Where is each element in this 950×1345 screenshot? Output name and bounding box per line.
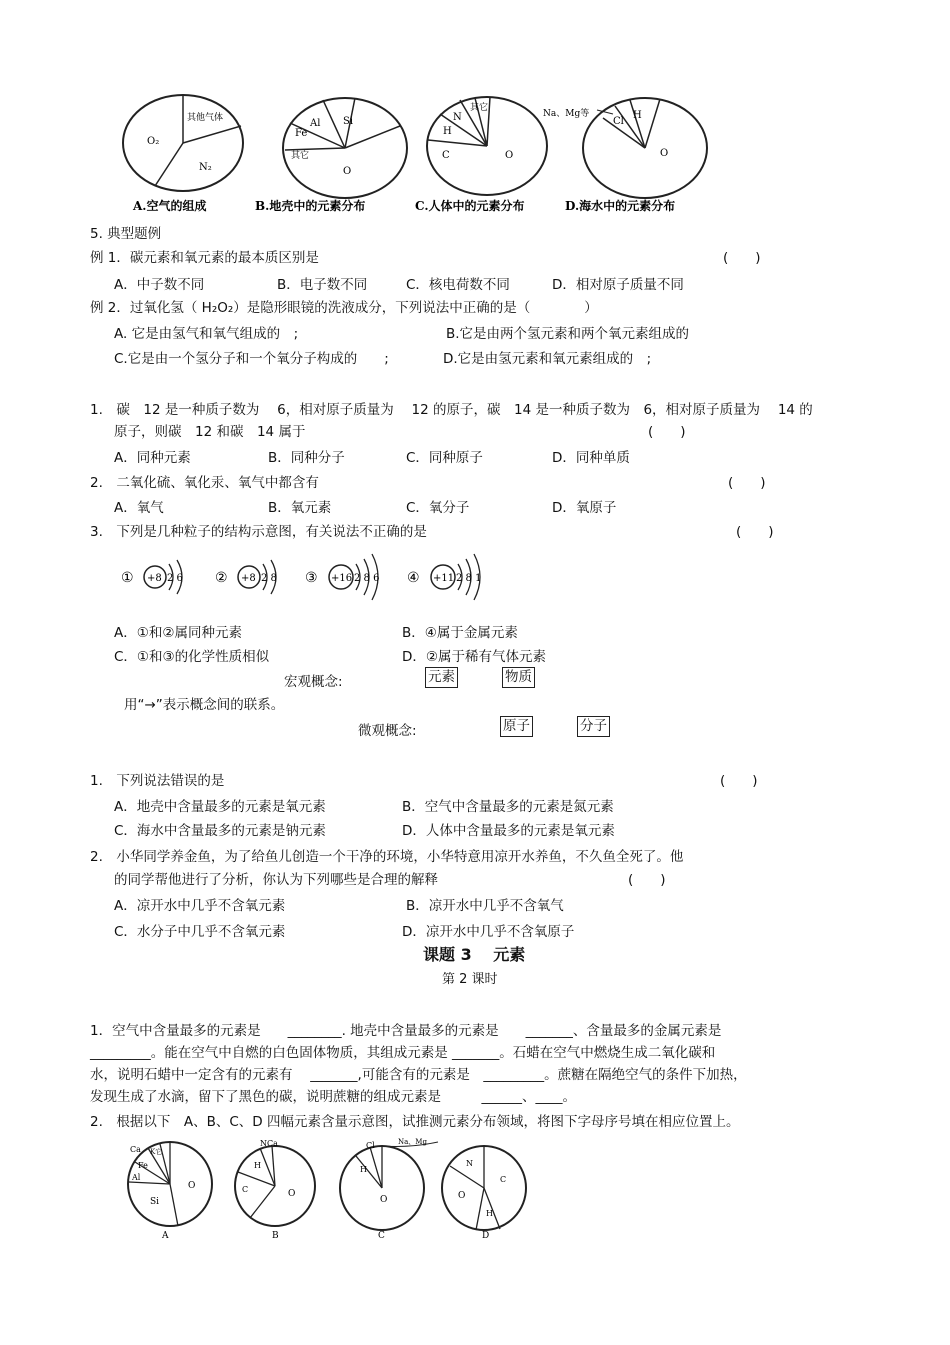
pie-label: N [453,112,462,123]
atom-structure-diagrams [115,548,495,610]
option-c: C．水分子中几乎不含氧元素 [114,924,286,940]
fill-question-2-stem: 2. 根据以下 A、B、C、D 四幅元素含量示意图，试推测元素分布领域，将图下字母序号填在相应位置上。 [90,1114,740,1130]
atom-nucleus: +8 [147,573,162,584]
option-b: B．电子数不同 [277,277,368,293]
chart-caption: B.地壳中的元素分布 [255,199,366,213]
chart-caption: A [162,1231,169,1241]
chart-caption: D [482,1231,490,1241]
option-b: B．同种分子 [268,450,345,466]
pie-label: Fe [138,1161,148,1170]
review-question-2-line2: 的同学帮他进行了分析，你认为下列哪些是合理的解释 [114,872,438,888]
question-2-stem: 2. 二氧化硫、氧化汞、氧气中都含有 [90,475,319,491]
fill-question-1-line1: 1．空气中含量最多的元素是 ________. 地壳中含量最多的元素是 _______、含量最多的金属元素是 [90,1023,722,1039]
chart-caption: C [378,1231,385,1241]
atom-diagram-2 [215,560,277,594]
pie-label: O [505,150,514,161]
atom-shells: 2 6 [167,573,183,584]
top-pie-charts [115,88,835,216]
pie-label: H [633,110,642,121]
option-c: C．核电荷数不同 [406,277,510,293]
macro-concept-label: 宏观概念: [284,674,343,690]
pie-label: Cl [366,1141,375,1150]
option-c: C．海水中含量最多的元素是钠元素 [114,823,326,839]
option-c: C．同种原子 [406,450,483,466]
pie-label: Si [343,116,354,127]
question-1-line1: 1. 碳 12 是一种质子数为 6，相对原子质量为 12 的原子，碳 14 是一种质子数为 6，相对原子质量为 14 的 [90,402,813,418]
pie-chart-air [123,95,243,213]
pie-label: O [188,1181,196,1191]
option-c: C．氧分子 [406,500,470,516]
atom-shells: 2 8 1 [456,573,482,584]
atom-number: ② [215,570,228,586]
option-a: A．氧气 [114,500,164,516]
option-b: B．④属于金属元素 [402,625,518,641]
option-d: D．氧原子 [552,500,617,516]
atom-shells: 2 8 [261,573,277,584]
lesson-subtitle: 第 2 课时 [442,972,498,987]
pie-label: Si [150,1197,160,1207]
pie-chart-c [340,1138,438,1241]
option-d: D.它是由氢元素和氧元素组成的 ; [443,351,652,367]
answer-parentheses: ( ) [723,250,761,266]
pie-label: Al [310,118,321,129]
concept-box-atom: 原子 [500,716,533,737]
atom-number: ① [121,570,134,586]
pie-label: Na、Mg等 [543,109,590,119]
option-a: A．地壳中含量最多的元素是氧元素 [114,799,326,815]
option-a: A. 它是由氢气和氧气组成的 ; [114,326,299,342]
atom-shells: 2 8 6 [354,573,380,584]
pie-chart-b [235,1139,315,1241]
pie-label: H [443,126,452,137]
answer-parentheses: ( ) [736,524,774,540]
option-c: C．①和③的化学性质相似 [114,649,270,665]
atom-nucleus: +8 [241,573,256,584]
atom-nucleus: +11 [433,573,455,584]
option-d: D．相对原子质量不同 [552,277,684,293]
pie-label: H [254,1161,261,1170]
atom-diagram-3 [305,554,379,600]
fill-question-1-line3: 水，说明石蜡中一定含有的元素有 _______,可能含有的元素是 _________。蔗糖在隔绝空气的条件下加热， [90,1067,747,1083]
fill-question-1-line4: 发现生成了水滴，留下了黑色的碳，说明蔗糖的组成元素是 ______、____。 [90,1089,576,1105]
pie-label: C [242,1185,249,1194]
pie-chart-human [415,97,547,213]
option-b: B.它是由两个氢元素和两个氧元素组成的 [446,326,690,342]
pie-label: Al [132,1173,141,1182]
option-a: A．中子数不同 [114,277,205,293]
pie-label: O [343,166,352,177]
option-d: D．同种单质 [552,450,630,466]
pie-label: N₂ [199,162,212,173]
pie-label: C [442,150,450,161]
chart-caption: C.人体中的元素分布 [415,199,525,213]
question-3-stem: 3. 下列是几种粒子的结构示意图，有关说法不正确的是 [90,524,427,540]
micro-concept-label: 微观概念: [358,723,417,739]
pie-label: O₂ [147,136,160,147]
answer-parentheses: ( ) [720,773,758,789]
pie-label: N [466,1159,473,1168]
pie-label: Fe [295,128,308,139]
option-d: D．②属于稀有气体元素 [402,649,546,665]
option-a: A．同种元素 [114,450,191,466]
section-heading: 5. 典型题例 [90,226,162,242]
option-c: C.它是由一个氢分子和一个氧分子构成的 ; [114,351,389,367]
chart-caption: D.海水中的元素分布 [565,199,676,213]
pie-chart-seawater [543,98,707,213]
pie-label: 其他气体 [187,113,224,123]
option-b: B．空气中含量最多的元素是氮元素 [402,799,614,815]
example-2-stem: 例 2．过氧化氢（ H₂O₂）是隐形眼镜的洗液成分，下列说法中正确的是（ ） [90,300,598,316]
option-a: A．凉开水中几乎不含氧元素 [114,898,286,914]
option-d: D．凉开水中几乎不含氧原子 [402,924,575,940]
atom-diagram-4 [407,554,481,600]
pie-label: H [360,1165,367,1174]
option-b: B．凉开水中几乎不含氧气 [406,898,564,914]
lesson-title: 课题 3 元素 [423,945,526,964]
pie-chart-a [128,1142,212,1241]
option-b: B．氧元素 [268,500,332,516]
question-1-line2: 原子，则碳 12 和碳 14 属于 [114,424,306,440]
chart-caption: A.空气的组成 [133,199,207,213]
pie-chart-d [442,1146,526,1241]
review-question-2-line1: 2. 小华同学养金鱼，为了给鱼儿创造一个干净的环境，小华特意用凉开水养鱼，不久鱼全死了。他 [90,849,684,865]
atom-number: ③ [305,570,318,586]
option-a: A．①和②属同种元素 [114,625,242,641]
pie-label: C [500,1175,507,1184]
atom-diagram-1 [121,560,183,594]
atom-nucleus: +16 [331,573,353,584]
concept-box-substance: 物质 [502,667,535,688]
pie-label: Cl [613,116,624,127]
concept-box-element: 元素 [425,667,458,688]
pie-label: Na、Mg [398,1138,427,1146]
answer-parentheses: ( ) [648,424,686,440]
answer-parentheses: ( ) [728,475,766,491]
atom-number: ④ [407,570,420,586]
chart-caption: B [272,1231,279,1241]
pie-label: 其它 [470,103,489,113]
option-d: D．人体中含量最多的元素是氧元素 [402,823,615,839]
pie-label: Ca [130,1145,141,1154]
pie-label: NCa [260,1139,278,1148]
concept-box-molecule: 分子 [577,716,610,737]
bottom-pie-charts [120,1136,540,1242]
pie-label: O [380,1195,388,1205]
pie-label: 其它 [291,151,310,161]
fill-question-1-line2: _________。能在空气中自燃的白色固体物质，其组成元素是 _______。石蜡在空气中燃烧生成二氧化碳和 [90,1045,716,1061]
answer-parentheses: ( ) [628,872,666,888]
pie-label: K它 [150,1148,163,1156]
pie-chart-crust [255,98,407,213]
pie-label: O [458,1191,466,1201]
pie-label: O [288,1189,296,1199]
concept-instruction: 用“→”表示概念间的联系。 [124,697,285,713]
pie-label: O [660,148,669,159]
example-1-stem: 例 1．碳元素和氧元素的最本质区别是 [90,250,319,266]
review-question-1-stem: 1. 下列说法错误的是 [90,773,225,789]
pie-label: H [486,1209,493,1218]
